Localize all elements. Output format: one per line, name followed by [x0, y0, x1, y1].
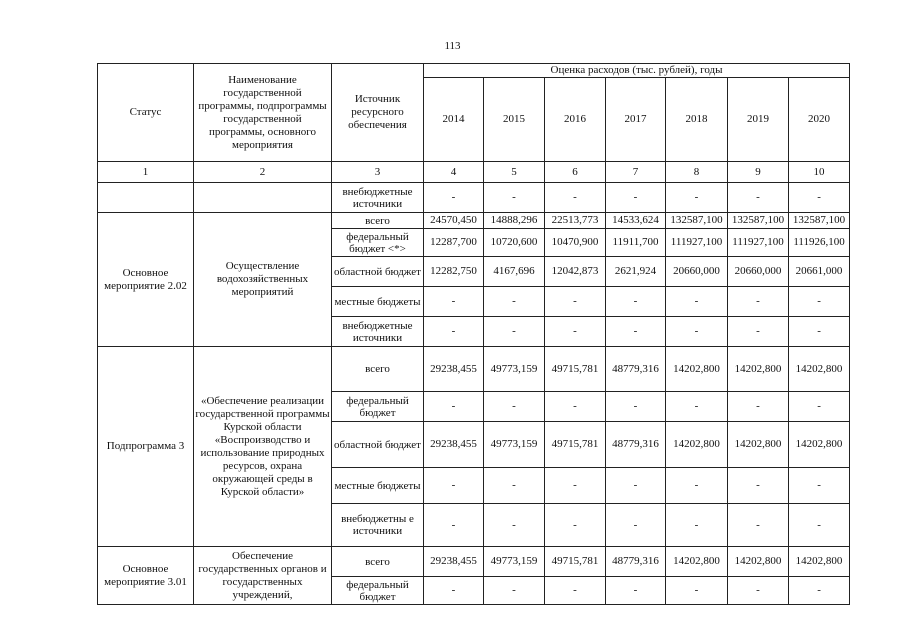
header-source: Источник ресурсного обеспечения	[332, 64, 424, 162]
table-row	[98, 347, 850, 392]
name-cell: Осуществление водохозяйственных мероприятий	[194, 213, 332, 347]
header-year: 2017	[606, 78, 666, 162]
value-cell: -	[666, 468, 728, 504]
value-cell: -	[606, 392, 666, 422]
name-cell	[194, 183, 332, 213]
value-cell: -	[728, 468, 789, 504]
value-cell: -	[666, 183, 728, 213]
value-cell: 14202,800	[728, 547, 789, 577]
value-cell: -	[666, 577, 728, 605]
value-cell: -	[728, 183, 789, 213]
value-cell: 4167,696	[484, 257, 545, 287]
value-cell: -	[606, 183, 666, 213]
source-cell: федеральный бюджет	[332, 577, 424, 605]
value-cell: -	[666, 317, 728, 347]
value-cell: -	[484, 287, 545, 317]
value-cell: 22513,773	[545, 213, 606, 229]
source-cell: областной бюджет	[332, 422, 424, 468]
value-cell: 14888,296	[484, 213, 545, 229]
value-cell: 2621,924	[606, 257, 666, 287]
source-cell: федеральный бюджет <*>	[332, 229, 424, 257]
value-cell: 48779,316	[606, 547, 666, 577]
budget-table	[97, 63, 850, 605]
value-cell: -	[424, 317, 484, 347]
value-cell: 14202,800	[666, 347, 728, 392]
value-cell: 20660,000	[666, 257, 728, 287]
value-cell: 20660,000	[728, 257, 789, 287]
value-cell: -	[424, 504, 484, 547]
column-number: 3	[332, 162, 424, 183]
value-cell: -	[424, 183, 484, 213]
value-cell: -	[424, 287, 484, 317]
source-cell: областной бюджет	[332, 257, 424, 287]
value-cell: 14202,800	[789, 547, 850, 577]
value-cell: -	[666, 392, 728, 422]
value-cell: -	[728, 504, 789, 547]
header-status: Статус	[98, 64, 194, 162]
source-cell: внебюджетны е источники	[332, 504, 424, 547]
value-cell: -	[484, 183, 545, 213]
column-number: 1	[98, 162, 194, 183]
value-cell: -	[728, 287, 789, 317]
value-cell: 111927,100	[728, 229, 789, 257]
name-cell: Обеспечение государственных органов и государственных учреждений,	[194, 547, 332, 605]
source-cell: местные бюджеты	[332, 468, 424, 504]
value-cell: -	[789, 317, 850, 347]
value-cell: -	[484, 468, 545, 504]
value-cell: -	[545, 577, 606, 605]
value-cell: 49773,159	[484, 347, 545, 392]
source-cell: всего	[332, 347, 424, 392]
value-cell: 132587,100	[666, 213, 728, 229]
value-cell: -	[606, 504, 666, 547]
status-cell	[98, 183, 194, 213]
column-number: 5	[484, 162, 545, 183]
status-cell: Основное мероприятие 2.02	[98, 213, 194, 347]
value-cell: -	[606, 317, 666, 347]
value-cell: 14202,800	[728, 347, 789, 392]
header-name: Наименование государственной программы, подпрограммы государственной программы, основного мероприятия	[194, 64, 332, 162]
value-cell: -	[789, 468, 850, 504]
value-cell: 14533,624	[606, 213, 666, 229]
table-row	[98, 547, 850, 577]
value-cell: 49715,781	[545, 422, 606, 468]
value-cell: 49715,781	[545, 547, 606, 577]
value-cell: 10470,900	[545, 229, 606, 257]
name-cell: «Обеспечение реализации государственной программы Курской области «Воспроизводство и использование природных ресурсов, охрана окружающей среды в Курской области»	[194, 347, 332, 547]
value-cell: -	[484, 317, 545, 347]
value-cell: -	[789, 183, 850, 213]
value-cell: -	[484, 577, 545, 605]
status-cell: Подпрограмма 3	[98, 347, 194, 547]
value-cell: -	[789, 504, 850, 547]
value-cell: 24570,450	[424, 213, 484, 229]
column-number: 6	[545, 162, 606, 183]
value-cell: 49773,159	[484, 547, 545, 577]
value-cell: 12042,873	[545, 257, 606, 287]
header-year: 2014	[424, 78, 484, 162]
column-number: 7	[606, 162, 666, 183]
value-cell: 12287,700	[424, 229, 484, 257]
value-cell: -	[728, 577, 789, 605]
value-cell: -	[545, 287, 606, 317]
value-cell: -	[545, 468, 606, 504]
header-year: 2015	[484, 78, 545, 162]
value-cell: -	[789, 577, 850, 605]
header-year: 2019	[728, 78, 789, 162]
header-year: 2016	[545, 78, 606, 162]
value-cell: -	[728, 317, 789, 347]
value-cell: 29238,455	[424, 547, 484, 577]
column-number: 2	[194, 162, 332, 183]
value-cell: -	[545, 392, 606, 422]
value-cell: 48779,316	[606, 422, 666, 468]
value-cell: -	[545, 504, 606, 547]
value-cell: 12282,750	[424, 257, 484, 287]
column-number: 4	[424, 162, 484, 183]
value-cell: 49773,159	[484, 422, 545, 468]
value-cell: 11911,700	[606, 229, 666, 257]
value-cell: 49715,781	[545, 347, 606, 392]
value-cell: -	[606, 287, 666, 317]
value-cell: -	[424, 577, 484, 605]
value-cell: -	[484, 392, 545, 422]
value-cell: -	[789, 392, 850, 422]
table-row	[98, 183, 850, 213]
value-cell: 111926,100	[789, 229, 850, 257]
value-cell: 14202,800	[666, 547, 728, 577]
value-cell: 29238,455	[424, 347, 484, 392]
value-cell: 111927,100	[666, 229, 728, 257]
value-cell: 10720,600	[484, 229, 545, 257]
value-cell: -	[424, 468, 484, 504]
value-cell: 48779,316	[606, 347, 666, 392]
value-cell: 14202,800	[789, 422, 850, 468]
table-row	[98, 213, 850, 229]
source-cell: всего	[332, 213, 424, 229]
header-year: 2018	[666, 78, 728, 162]
value-cell: -	[666, 504, 728, 547]
value-cell: -	[484, 504, 545, 547]
header-year: 2020	[789, 78, 850, 162]
value-cell: -	[789, 287, 850, 317]
value-cell: 132587,100	[789, 213, 850, 229]
source-cell: внебюджетные источники	[332, 183, 424, 213]
value-cell: 29238,455	[424, 422, 484, 468]
value-cell: -	[606, 577, 666, 605]
source-cell: внебюджетные источники	[332, 317, 424, 347]
source-cell: федеральный бюджет	[332, 392, 424, 422]
column-number: 8	[666, 162, 728, 183]
value-cell: 14202,800	[666, 422, 728, 468]
source-cell: всего	[332, 547, 424, 577]
column-number: 9	[728, 162, 789, 183]
value-cell: 14202,800	[728, 422, 789, 468]
value-cell: 132587,100	[728, 213, 789, 229]
status-cell: Основное мероприятие 3.01	[98, 547, 194, 605]
value-cell: -	[545, 183, 606, 213]
value-cell: -	[424, 392, 484, 422]
column-number: 10	[789, 162, 850, 183]
value-cell: -	[545, 317, 606, 347]
value-cell: 14202,800	[789, 347, 850, 392]
source-cell: местные бюджеты	[332, 287, 424, 317]
header-estimate: Оценка расходов (тыс. рублей), годы	[424, 64, 850, 78]
value-cell: -	[666, 287, 728, 317]
value-cell: -	[606, 468, 666, 504]
value-cell: 20661,000	[789, 257, 850, 287]
page-number: 113	[444, 40, 461, 52]
value-cell: -	[728, 392, 789, 422]
